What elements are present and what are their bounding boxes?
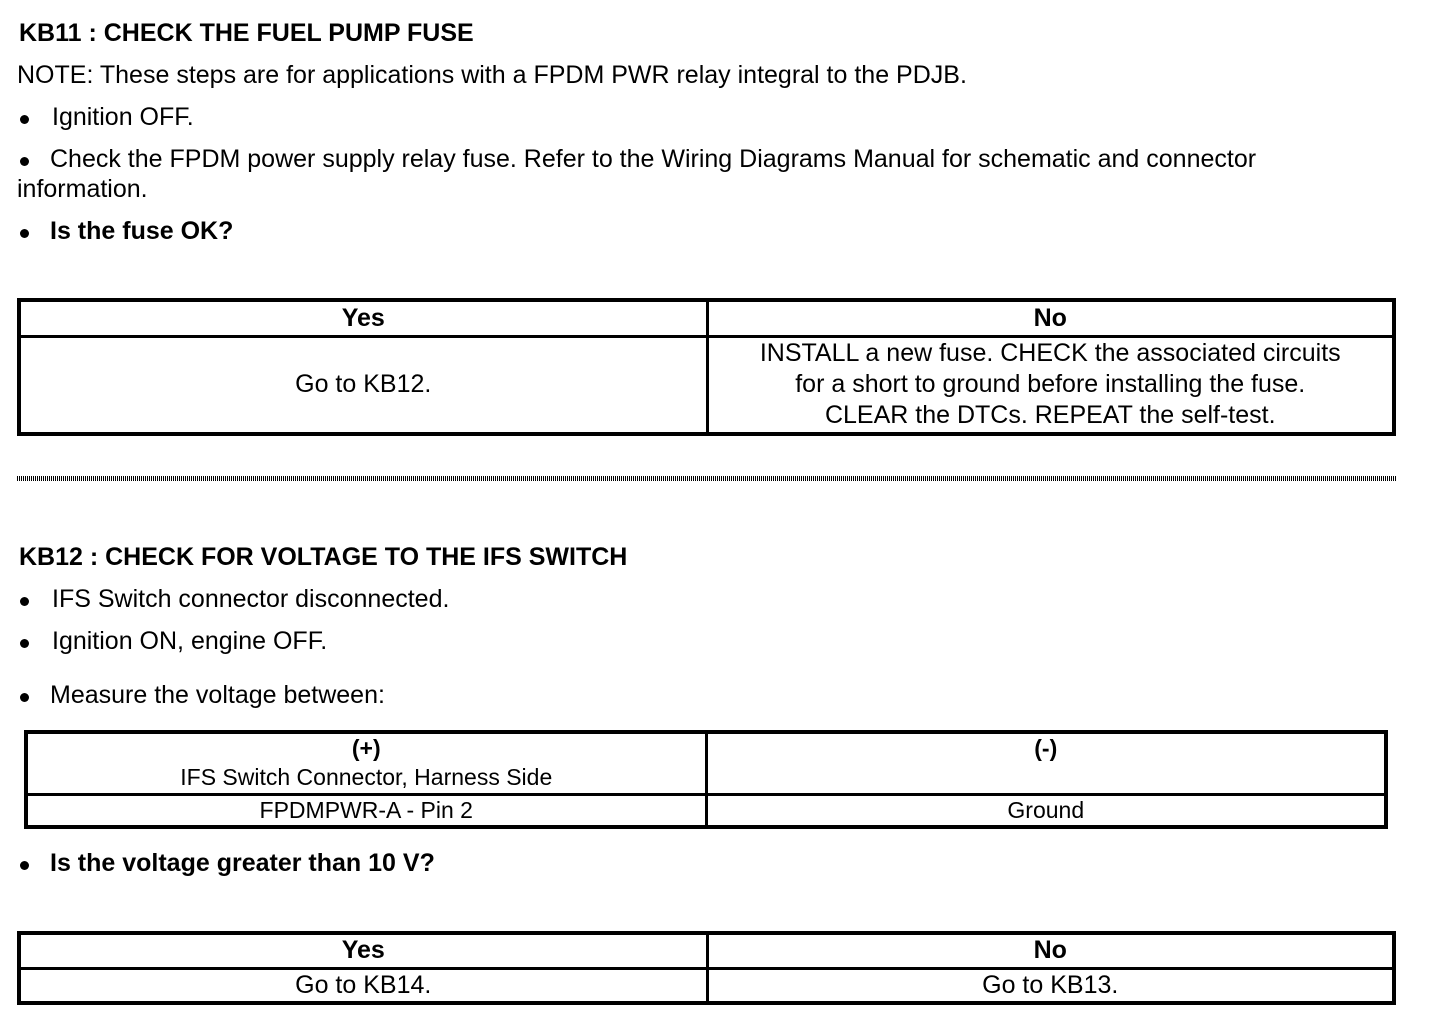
kb11-yes-action: Go to KB12. <box>19 336 707 434</box>
kb12-result-table <box>17 931 1396 1005</box>
kb12-question: Is the voltage greater than 10 V? <box>50 849 435 877</box>
kb12-yes-action: Go to KB14. <box>19 968 707 1003</box>
bullet-icon <box>20 229 29 238</box>
kb11-step-ignition-off: Ignition OFF. <box>52 103 194 131</box>
kb11-no-action <box>707 336 1394 434</box>
bullet-icon <box>20 115 29 124</box>
positive-terminal-sub: IFS Switch Connector, Harness Side <box>180 764 553 791</box>
kb12-no-header: No <box>707 933 1394 968</box>
negative-terminal-value: Ground <box>706 794 1386 827</box>
bullet-icon <box>20 639 29 648</box>
kb11-step-check-fuse-cont: information. <box>17 175 148 203</box>
kb11-title: KB11 : CHECK THE FUEL PUMP FUSE <box>19 19 474 47</box>
bullet-icon <box>20 597 29 606</box>
kb11-no-header: No <box>707 300 1394 336</box>
bullet-icon <box>20 861 29 870</box>
bullet-icon <box>20 693 29 702</box>
bullet-icon <box>20 157 29 166</box>
kb12-title: KB12 : CHECK FOR VOLTAGE TO THE IFS SWITCH <box>19 543 628 571</box>
kb12-measure-table <box>24 730 1388 829</box>
kb11-no-action-line: INSTALL a new fuse. CHECK the associated circuits <box>759 339 1341 368</box>
kb11-question: Is the fuse OK? <box>50 217 234 245</box>
kb11-step-check-fuse: Check the FPDM power supply relay fuse. Refer to the Wiring Diagrams Manual for schematic and connector <box>50 145 1257 173</box>
kb12-step-disconnect: IFS Switch connector disconnected. <box>52 585 450 613</box>
negative-terminal-label: (-) <box>1034 735 1058 761</box>
kb11-note: NOTE: These steps are for applications with a FPDM PWR relay integral to the PDJB. <box>17 61 967 89</box>
kb12-step-measure: Measure the voltage between: <box>50 681 385 709</box>
kb12-step-ignition-on: Ignition ON, engine OFF. <box>52 627 328 655</box>
positive-terminal-header <box>26 732 706 794</box>
kb11-result-table <box>17 298 1396 436</box>
positive-terminal-label: (+) <box>351 735 381 762</box>
positive-terminal-value: FPDMPWR-A - Pin 2 <box>26 794 706 827</box>
kb11-no-action-line: for a short to ground before installing the fuse. <box>795 370 1306 399</box>
kb11-yes-header: Yes <box>19 300 707 336</box>
kb12-yes-header: Yes <box>19 933 707 968</box>
kb12-no-action: Go to KB13. <box>707 968 1394 1003</box>
section-divider <box>17 476 1396 481</box>
negative-terminal-header <box>706 732 1386 794</box>
kb11-no-action-line: CLEAR the DTCs. REPEAT the self-test. <box>824 401 1276 430</box>
